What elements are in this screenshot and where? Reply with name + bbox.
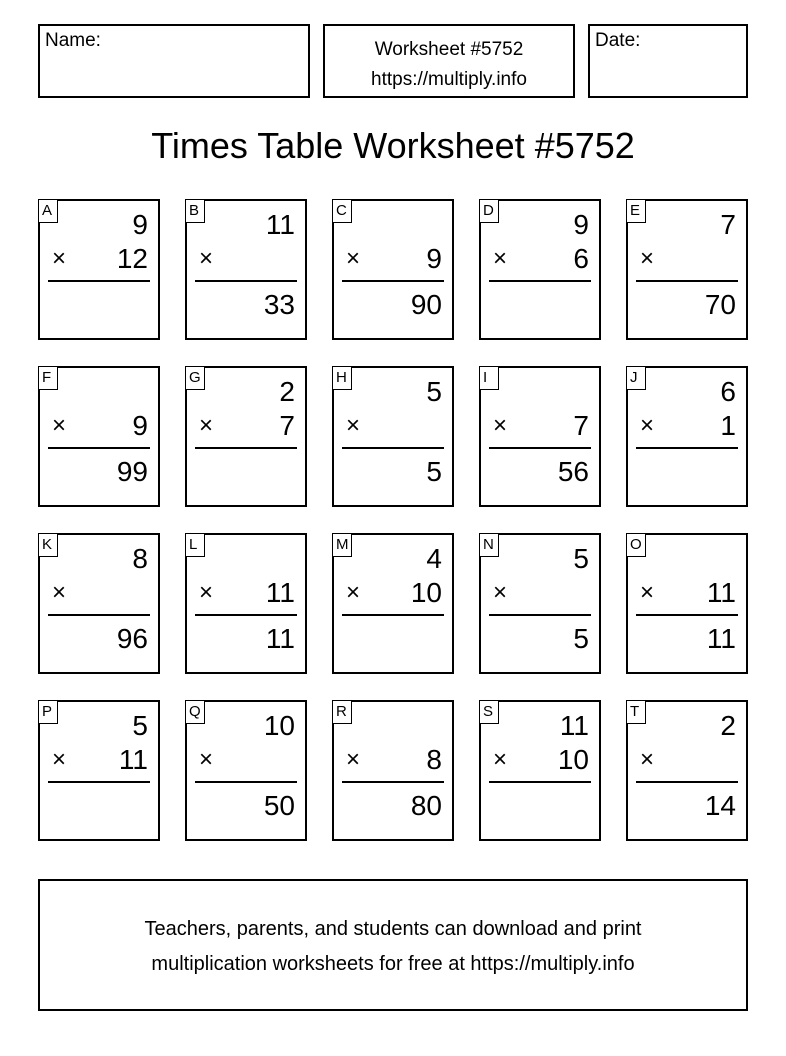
problem-answer-line bbox=[195, 447, 297, 449]
problem-answer-line bbox=[636, 280, 738, 282]
problem-answer-line bbox=[195, 280, 297, 282]
problem-letter: M bbox=[332, 533, 352, 557]
problem-bottom-number: 1 bbox=[720, 410, 736, 441]
problem-top-number: 9 bbox=[132, 209, 148, 240]
times-sign: × bbox=[493, 746, 508, 773]
problem-answer: 14 bbox=[704, 790, 736, 821]
problem-letter: P bbox=[38, 700, 58, 724]
problem-letter: D bbox=[479, 199, 499, 223]
problem-top-number: 8 bbox=[132, 543, 148, 574]
problem-card[interactable] bbox=[626, 199, 748, 340]
times-sign: × bbox=[640, 579, 655, 606]
problem-card[interactable] bbox=[185, 199, 307, 340]
problem-card[interactable] bbox=[332, 199, 454, 340]
times-sign: × bbox=[346, 245, 361, 272]
problem-card[interactable] bbox=[479, 199, 601, 340]
times-sign: × bbox=[640, 245, 655, 272]
problem-top-number: 7 bbox=[720, 209, 736, 240]
problem-answer-line bbox=[48, 614, 150, 616]
problem-answer-line bbox=[489, 447, 591, 449]
times-sign: × bbox=[52, 746, 67, 773]
times-sign: × bbox=[493, 579, 508, 606]
problem-card[interactable] bbox=[185, 366, 307, 507]
problem-card[interactable] bbox=[38, 366, 160, 507]
problem-letter: C bbox=[332, 199, 352, 223]
worksheet-number: Worksheet #5752 bbox=[374, 39, 524, 60]
problem-bottom-number: 10 bbox=[557, 744, 589, 775]
problem-card[interactable] bbox=[626, 533, 748, 674]
problem-bottom-number: 11 bbox=[706, 577, 736, 608]
problem-answer-line bbox=[636, 447, 738, 449]
problem-letter: O bbox=[626, 533, 646, 557]
problem-answer: 70 bbox=[704, 289, 736, 320]
date-label: Date: bbox=[595, 30, 641, 51]
problem-answer: 50 bbox=[263, 790, 295, 821]
problem-answer: 33 bbox=[263, 289, 295, 320]
problem-answer-line bbox=[489, 280, 591, 282]
problem-bottom-number: 7 bbox=[279, 410, 295, 441]
problem-answer-line bbox=[489, 614, 591, 616]
problem-card[interactable] bbox=[479, 533, 601, 674]
problem-answer: 5 bbox=[426, 456, 442, 487]
problem-bottom-number: 8 bbox=[426, 744, 442, 775]
problem-answer: 90 bbox=[410, 289, 442, 320]
times-sign: × bbox=[199, 412, 214, 439]
problem-answer: 56 bbox=[557, 456, 589, 487]
problem-letter: E bbox=[626, 199, 646, 223]
problem-letter: I bbox=[479, 366, 499, 390]
problem-letter: Q bbox=[185, 700, 205, 724]
problem-bottom-number: 10 bbox=[410, 577, 442, 608]
problem-card[interactable] bbox=[626, 366, 748, 507]
times-sign: × bbox=[199, 579, 214, 606]
problem-card[interactable] bbox=[626, 700, 748, 841]
problem-top-number: 2 bbox=[279, 376, 295, 407]
problem-top-number: 10 bbox=[263, 710, 295, 741]
problem-top-number: 11 bbox=[559, 710, 589, 741]
problem-answer: 5 bbox=[573, 623, 589, 654]
problem-top-number: 5 bbox=[573, 543, 589, 574]
problem-card[interactable] bbox=[332, 533, 454, 674]
name-field-box[interactable] bbox=[38, 24, 310, 98]
problem-card[interactable] bbox=[479, 700, 601, 841]
problem-top-number: 5 bbox=[426, 376, 442, 407]
problem-letter: J bbox=[626, 366, 646, 390]
problem-letter: B bbox=[185, 199, 205, 223]
problem-letter: F bbox=[38, 366, 58, 390]
problem-bottom-number: 9 bbox=[132, 410, 148, 441]
problem-answer: 11 bbox=[706, 623, 736, 654]
footer-line-2: multiplication worksheets for free at https://multiply.info bbox=[151, 953, 635, 975]
problem-answer-line bbox=[195, 781, 297, 783]
times-sign: × bbox=[640, 746, 655, 773]
problem-card[interactable] bbox=[38, 700, 160, 841]
problem-letter: T bbox=[626, 700, 646, 724]
problem-bottom-number: 9 bbox=[426, 243, 442, 274]
problem-letter: L bbox=[185, 533, 205, 557]
times-sign: × bbox=[640, 412, 655, 439]
problem-answer-line bbox=[48, 447, 150, 449]
times-sign: × bbox=[346, 579, 361, 606]
problem-answer-line bbox=[636, 614, 738, 616]
times-sign: × bbox=[199, 746, 214, 773]
problem-top-number: 4 bbox=[426, 543, 442, 574]
problem-answer-line bbox=[195, 614, 297, 616]
footer-box bbox=[38, 879, 748, 1011]
problem-top-number: 9 bbox=[573, 209, 589, 240]
worksheet-info-box bbox=[323, 24, 575, 98]
problem-letter: G bbox=[185, 366, 205, 390]
problem-card[interactable] bbox=[332, 366, 454, 507]
times-sign: × bbox=[52, 245, 67, 272]
times-sign: × bbox=[346, 412, 361, 439]
problem-top-number: 11 bbox=[265, 209, 295, 240]
problem-answer: 80 bbox=[410, 790, 442, 821]
problem-bottom-number: 11 bbox=[118, 744, 148, 775]
worksheet-url: https://multiply.info bbox=[371, 69, 527, 90]
times-sign: × bbox=[493, 245, 508, 272]
problem-letter: S bbox=[479, 700, 499, 724]
problem-letter: N bbox=[479, 533, 499, 557]
name-label: Name: bbox=[45, 30, 101, 51]
problem-top-number: 5 bbox=[132, 710, 148, 741]
problem-bottom-number: 11 bbox=[265, 577, 295, 608]
times-sign: × bbox=[346, 746, 361, 773]
problem-card[interactable] bbox=[185, 700, 307, 841]
date-field-box[interactable] bbox=[588, 24, 748, 98]
problem-top-number: 6 bbox=[720, 376, 736, 407]
times-sign: × bbox=[493, 412, 508, 439]
problem-card[interactable] bbox=[38, 533, 160, 674]
problem-answer-line bbox=[48, 280, 150, 282]
problem-answer: 96 bbox=[116, 623, 148, 654]
times-sign: × bbox=[52, 579, 67, 606]
problem-card[interactable] bbox=[479, 366, 601, 507]
problem-answer: 99 bbox=[116, 456, 148, 487]
times-sign: × bbox=[52, 412, 67, 439]
problem-answer: 11 bbox=[265, 623, 295, 654]
times-sign: × bbox=[199, 245, 214, 272]
problem-bottom-number: 6 bbox=[573, 243, 589, 274]
problem-answer-line bbox=[342, 781, 444, 783]
problem-answer-line bbox=[342, 280, 444, 282]
problem-top-number: 2 bbox=[720, 710, 736, 741]
problem-answer-line bbox=[489, 781, 591, 783]
page-title: Times Table Worksheet #5752 bbox=[151, 125, 635, 166]
problem-card[interactable] bbox=[185, 533, 307, 674]
footer-line-1: Teachers, parents, and students can download and print bbox=[144, 918, 642, 940]
problem-letter: H bbox=[332, 366, 352, 390]
problem-answer-line bbox=[48, 781, 150, 783]
problem-answer-line bbox=[636, 781, 738, 783]
problem-bottom-number: 12 bbox=[116, 243, 148, 274]
problem-card[interactable] bbox=[332, 700, 454, 841]
problem-letter: R bbox=[332, 700, 352, 724]
problem-letter: K bbox=[38, 533, 58, 557]
problem-answer-line bbox=[342, 447, 444, 449]
problem-letter: A bbox=[38, 199, 58, 223]
problem-card[interactable] bbox=[38, 199, 160, 340]
problem-answer-line bbox=[342, 614, 444, 616]
problem-bottom-number: 7 bbox=[573, 410, 589, 441]
